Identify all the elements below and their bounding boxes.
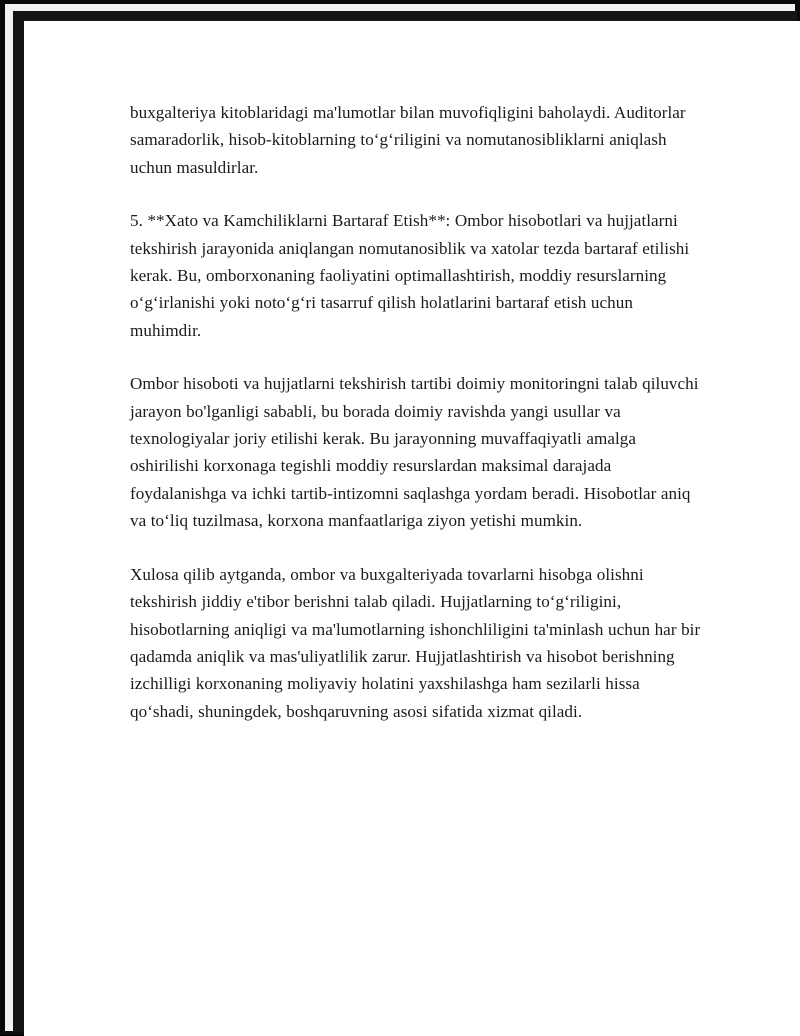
document-text-column	[130, 99, 702, 725]
paragraph-conclusion: Xulosa qilib aytganda, ombor va buxgalteriyada tovarlarni hisobga olishni tekshirish jiddiy e'tibor berishni talab qiladi. Hujjatlarning toʻgʻriligini, hisobotlarning aniqligi va ma'lumotlarning ishonchliligini ta'minlash uchun har bir qadamda aniqlik va mas'uliyatlilik zarur. Hujjatlashtirish va hisobot berishning izchilligi korxonaning moliyaviy holatini yaxshilashga ham sezilarli hissa qoʻshadi, shuningdek, boshqaruvning asosi sifatida xizmat qiladi.	[130, 564, 701, 721]
page-border-outer	[5, 4, 795, 1031]
page-border-rule	[13, 11, 797, 1032]
paragraph-continuation: buxgalteriya kitoblaridagi ma'lumotlar bilan muvofiqligini baholaydi. Auditorlar samaradorlik, hisob-kitoblarning toʻgʻriligini va nomutanosibliklarni aniqlash uchun masuldirlar.	[130, 103, 686, 177]
document-page	[24, 21, 800, 1036]
paragraph-monitoring: Ombor hisoboti va hujjatlarni tekshirish tartibi doimiy monitoringni talab qiluvchi jarayon bo'lganligi sababli, bu borada doimiy ravishda yangi usullar va texnologiyalar joriy etilishi kerak. Bu jarayonning muvaffaqiyatli amalga oshirilishi korxonaga tegishli moddiy resurslardan maksimal darajada foydalanishga va ichki tartib-intizomni saqlashga yordam beradi. Hisobotlar aniq va toʻliq tuzilmasa, korxona manfaatlariga ziyon yetishi mumkin.	[130, 374, 699, 531]
paragraph-item-5: 5. **Xato va Kamchiliklarni Bartaraf Etish**: Ombor hisobotlari va hujjatlarni tekshirish jarayonida aniqlangan nomutanosiblik va xatolar tezda bartaraf etilishi kerak. Bu, omborxonaning faoliyatini optimallashtirish, moddiy resurslarning oʻgʻirlanishi yoki notoʻgʻri tasarruf qilish holatlarini bartaraf etish uchun muhimdir.	[130, 211, 690, 340]
